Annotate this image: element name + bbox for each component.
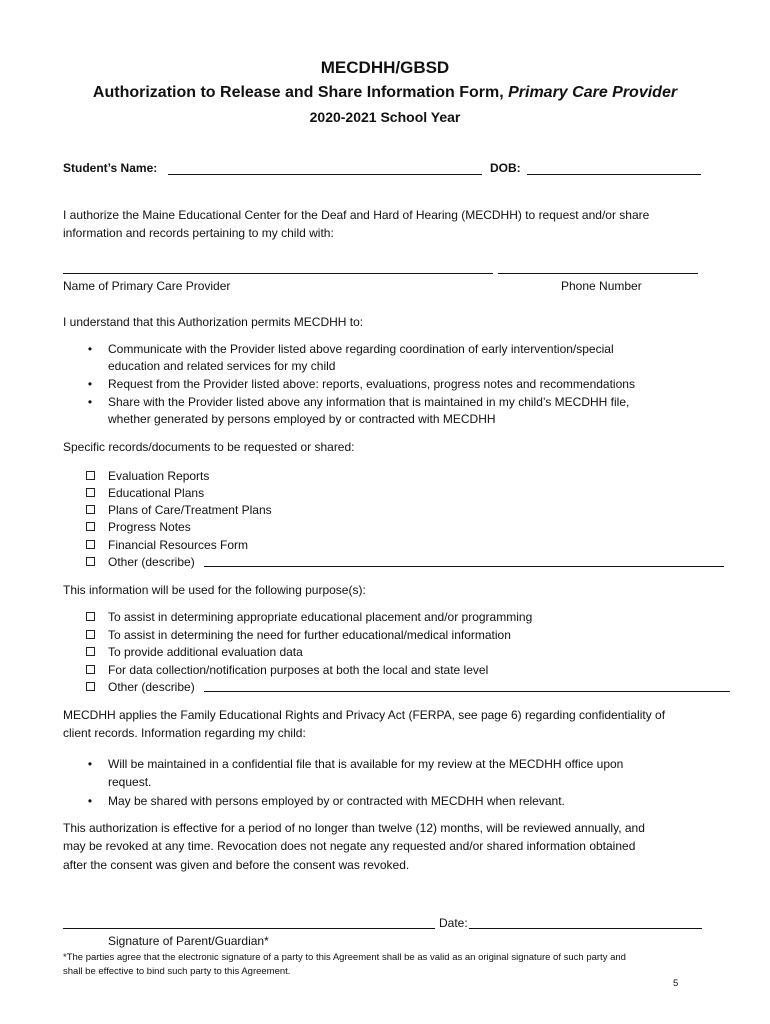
- phone-number-label: Phone Number: [561, 279, 642, 293]
- authorize-line-1: I authorize the Maine Educational Center for the Deaf and Hard of Hearing (MECDHH) to request and/or share: [63, 208, 650, 222]
- date-field[interactable]: [469, 916, 702, 929]
- signature-field[interactable]: [63, 916, 435, 929]
- bullet-icon: •: [87, 757, 93, 771]
- ferpa-line-2: client records. Information regarding my child:: [63, 726, 306, 740]
- checkbox-icon[interactable]: [84, 501, 96, 519]
- effective-line-1: This authorization is effective for a period of no longer than twelve (12) months, will be reviewed annually, and: [63, 821, 645, 835]
- ferpa-line-1: MECDHH applies the Family Educational Rights and Privacy Act (FERPA, see page 6) regarding confidentiality of: [63, 708, 666, 722]
- page-number: 5: [673, 978, 679, 989]
- checkbox-icon[interactable]: [84, 467, 96, 485]
- checkbox-icon[interactable]: [84, 536, 96, 554]
- effective-line-2: may be revoked at any time. Revocation does not negate any requested and/or shared information obtained: [63, 839, 636, 853]
- checkbox-icon[interactable]: [84, 626, 96, 644]
- checkbox-icon[interactable]: [84, 678, 96, 696]
- footnote-line-2: shall be effective to bind such party to this Agreement.: [63, 966, 291, 977]
- checkbox-icon[interactable]: [84, 553, 96, 571]
- provider-phone-field[interactable]: [498, 261, 698, 274]
- dob-label: DOB:: [490, 161, 521, 175]
- effective-line-3: after the consent was given and before the consent was revoked.: [63, 858, 410, 872]
- bullet-icon: •: [87, 794, 93, 808]
- authorize-line-2: information and records pertaining to my child with:: [63, 226, 334, 240]
- provider-name-label: Name of Primary Care Provider: [63, 279, 231, 293]
- bullet-icon: •: [87, 377, 93, 391]
- checkbox-icon[interactable]: [84, 661, 96, 679]
- provider-name-field[interactable]: [63, 261, 493, 274]
- purpose-other-describe-field[interactable]: [204, 679, 730, 692]
- record-other-describe-field[interactable]: [204, 554, 724, 567]
- form-page: MECDHH/GBSD Authorization to Release and Share Information Form, Primary Care Provider 2020-2021 School Year Student’s Name: DOB: I authorize the Maine Educational Center for the Deaf and Hard of Hearing (MECDHH) to request and/or share information and records pertaining to my child with: Name of Primary Care Provider Phone Number I understand that this Authorization permits MECDHH to: • Communicate with the Provider listed above regarding coordination of early intervention/special education and related services for my child • Request from the Provider listed above: reports, evaluations, progress notes and recommendations • Share with the Provider listed above any information that is maintained in my child’s MECDHH file, whether generated by persons employed by or contracted with MECDHH Specific records/documents to be requested or shared: Evaluation Reports Educational Plans Plans of Care/Treatment Plans Progress Notes Financial Resources Form Other (describe) This information will be used for the following purpose(s): To assist in determining appropriate educational placement and/or programming To assist in determining the need for further educational/medical information To provide additional evaluation data For data collection/notification purposes at both the local and state level Other (describe) MECDHH applies the Family Educational Rights and Privacy Act (FERPA, see page 6) regarding confidentiality of client records. Information regarding my child: • Will be maintained in a confidential file that is available for my review at the MECDHH office upon request. • May be shared with persons employed by or contracted with MECDHH when relevant. This authorization is effective for a period of no longer than twelve (12) months, will be reviewed annually, and may be revoked at any time. Revocation does not negate any requested and/or shared information obtained after the consent was given and before the consent was revoked. Date: Signature of Parent/Guardian* *The parties agree that the electronic signature of a party to this Agreement shall be as valid as an original signature of such party and shall be effective to bind such party to this Agreement. 5: [0, 0, 770, 1024]
- footnote-line-1: *The parties agree that the electronic signature of a party to this Agreement shall be as valid as an original signature of such party and: [63, 952, 626, 963]
- student-name-field[interactable]: [168, 160, 482, 175]
- records-intro: Specific records/documents to be requested or shared:: [63, 440, 355, 454]
- form-title: MECDHH/GBSD: [320, 58, 450, 77]
- date-label: Date:: [439, 916, 468, 930]
- student-name-label: Student’s Name:: [63, 161, 158, 175]
- bullet-icon: •: [87, 342, 93, 356]
- checkbox-icon[interactable]: [84, 518, 96, 536]
- dob-field[interactable]: [527, 160, 701, 175]
- bullet-icon: •: [87, 395, 93, 409]
- checkbox-icon[interactable]: [84, 608, 96, 626]
- checkbox-icon[interactable]: [84, 484, 96, 502]
- subtitle-italic: Primary Care Provider: [508, 84, 678, 101]
- form-subtitle: [0, 84, 770, 102]
- signature-label: Signature of Parent/Guardian*: [108, 934, 269, 948]
- checkbox-icon[interactable]: [84, 643, 96, 661]
- purposes-intro: This information will be used for the following purpose(s):: [63, 583, 366, 597]
- subtitle-main: Authorization to Release and Share Information Form,: [92, 84, 504, 101]
- permits-intro: I understand that this Authorization permits MECDHH to:: [63, 315, 364, 329]
- school-year: 2020-2021 School Year: [309, 109, 461, 125]
